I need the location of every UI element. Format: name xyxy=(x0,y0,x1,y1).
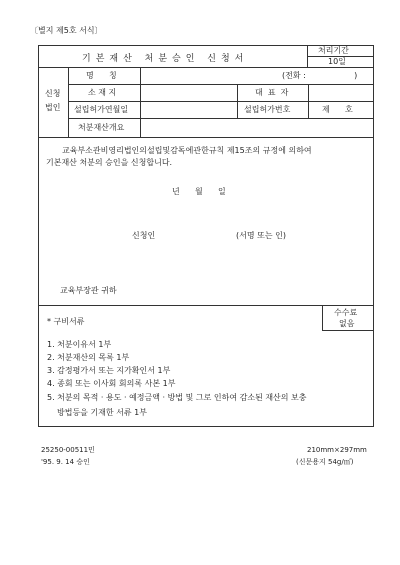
permit-number-value: 제 호 xyxy=(322,105,353,114)
name-label: 명 칭 xyxy=(86,71,117,80)
permit-date-label: 설립허가연월일 xyxy=(74,105,129,114)
applicant-side-label-2: 법인 xyxy=(45,103,61,112)
document-item-continued: 방법등을 기재한 서류 1부 xyxy=(57,408,147,417)
phone-label: (전화 : ) xyxy=(282,71,358,80)
approval-date: '95. 9. 14 승인 xyxy=(41,458,90,466)
document-item: 4. 종회 또는 이사회 회의록 사본 1부 xyxy=(47,379,176,388)
paper-spec: (신문용지 54g/㎡) xyxy=(296,458,354,466)
form-title: 기본재산 처분승인 신청서 xyxy=(82,54,249,64)
documents-heading: * 구비서류 xyxy=(47,317,85,326)
form-label: 〔별지 제5호 서식〕 xyxy=(30,26,103,35)
property-summary-label: 처분재산개요 xyxy=(78,123,125,132)
document-item: 2. 처분재산의 목록 1부 xyxy=(47,353,130,362)
applicant-side-label-1: 신청 xyxy=(45,89,61,98)
form-code: 25250-00511민 xyxy=(41,446,95,454)
recipient: 교육부장관 귀하 xyxy=(60,286,117,295)
body-line-1: 교육부소관비영리법인의설립및감독에관한규칙 제15조의 규정에 의하여 xyxy=(62,146,312,155)
document-item: 3. 감정평가서 또는 지가확인서 1부 xyxy=(47,366,171,375)
applicant-label: 신청인 xyxy=(132,231,156,240)
signature-label: (서명 또는 인) xyxy=(236,231,286,240)
paper-size: 210mm×297mm xyxy=(307,446,367,454)
document-item: 1. 처분이유서 1부 xyxy=(47,340,112,349)
processing-period-label: 처리기간 xyxy=(318,46,349,55)
document-item: 5. 처분의 목적 · 용도 · 예정금액 · 방법 및 그로 인하여 감소된 재산의 보충 xyxy=(47,393,307,402)
body-line-2: 기본재산 처분의 승인을 신청합니다. xyxy=(46,158,173,167)
representative-label: 대 표 자 xyxy=(255,88,289,97)
permit-number-label: 설립허가번호 xyxy=(244,105,291,114)
application-date: 년 월 일 xyxy=(172,187,226,196)
fee-label: 수수료 xyxy=(334,308,358,317)
address-label: 소 재 지 xyxy=(88,88,117,97)
processing-period-value: 10일 xyxy=(328,57,346,66)
fee-value: 없음 xyxy=(339,319,355,328)
